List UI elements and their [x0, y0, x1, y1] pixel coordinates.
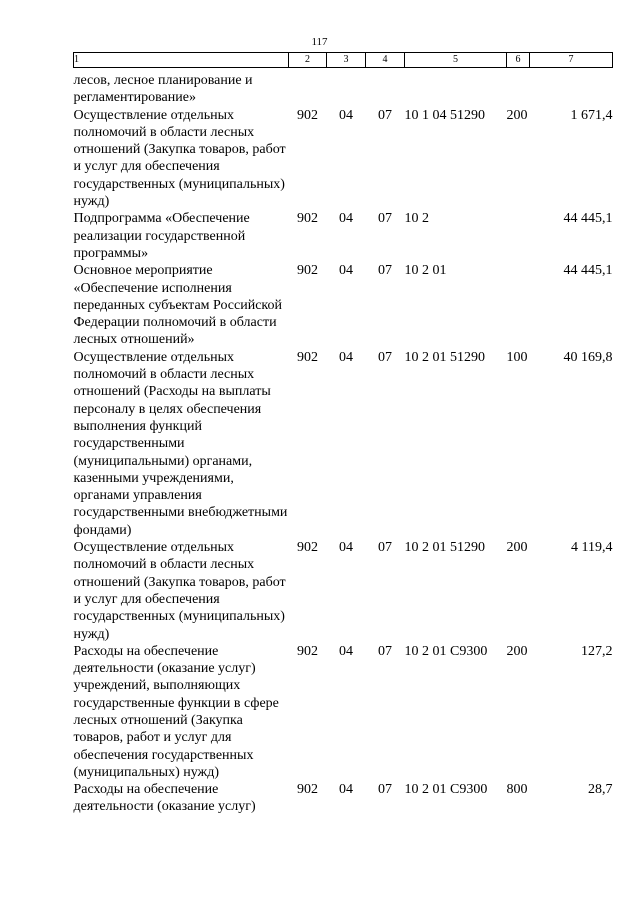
row-amount [530, 68, 613, 107]
row-name: Основное мероприятие «Обеспечение исполнения переданных субъектам Российской Федерации полномочий в области лесных отношений» [73, 263, 283, 348]
row-ministry-code: 902 [297, 540, 318, 556]
column-header-6: 6 [507, 53, 530, 68]
row-subsection-code: 07 [378, 349, 392, 365]
table-row [74, 68, 613, 107]
row-subsection-code: 07 [378, 782, 392, 798]
row-subsection-code: 07 [378, 107, 392, 123]
row-ministry-code: 902 [297, 349, 318, 365]
row-expense-type: 100 [506, 349, 528, 365]
table-header [74, 53, 613, 68]
column-header-2: 2 [289, 53, 327, 68]
row-subsection-code: 07 [378, 540, 392, 556]
row-ministry-code: 902 [297, 782, 318, 798]
row-expense-type [507, 68, 530, 107]
row-name: Осуществление отдельных полномочий в области лесных отношений (Расходы на выплаты персоналу в целях обеспечения выполнения функций государственными (муниципальными) органами, казенными учреждениями, органами управления государственными внебюджетными фондами) [73, 349, 288, 538]
row-ministry-code: 902 [297, 211, 318, 227]
row-name: Подпрограмма «Обеспечение реализации государственной программы» [73, 211, 250, 261]
row-target-article: 10 2 01 C9300 [404, 643, 488, 659]
row-amount: 44 445,1 [563, 263, 613, 279]
row-target-article: 10 2 [404, 211, 429, 227]
row-target-article: 10 2 01 51290 [404, 349, 485, 365]
table-row [74, 262, 613, 348]
row-ministry-code: 902 [297, 107, 318, 123]
table-body [74, 68, 613, 816]
row-amount: 127,2 [581, 643, 613, 659]
column-header-1: 1 [74, 53, 289, 68]
row-name: Осуществление отдельных полномочий в области лесных отношений (Закупка товаров, работ и услуг для обеспечения государственных (муниципальных) нужд) [73, 540, 286, 642]
row-ministry-code: 902 [297, 643, 318, 659]
row-ministry-code [289, 68, 327, 107]
row-section-code: 04 [339, 540, 353, 556]
row-amount: 28,7 [588, 782, 613, 798]
row-target-article: 10 1 04 51290 [404, 107, 485, 123]
row-section-code: 04 [339, 643, 353, 659]
table-row [74, 210, 613, 262]
row-amount: 40 169,8 [563, 349, 613, 365]
table-row [74, 643, 613, 781]
header-row [74, 53, 613, 68]
table-row [74, 349, 613, 539]
row-amount: 1 671,4 [570, 107, 613, 123]
row-expense-type: 200 [506, 643, 528, 659]
row-target-article: 10 2 01 51290 [404, 540, 485, 556]
row-subsection-code [366, 68, 405, 107]
row-section-code: 04 [339, 211, 353, 227]
row-subsection-code: 07 [378, 211, 392, 227]
row-expense-type: 200 [506, 107, 528, 123]
row-name: Расходы на обеспечение деятельности (оказание услуг) учреждений, выполняющих государственные функции в сфере лесных отношений (Закупка товаров, работ и услуг для обеспечения государственных (муниципальных) нужд) [73, 643, 279, 780]
row-section-code: 04 [339, 782, 353, 798]
row-subsection-code: 07 [378, 263, 392, 279]
column-header-5: 5 [405, 53, 507, 68]
row-expense-type [507, 210, 530, 262]
row-section-code: 04 [339, 107, 353, 123]
row-name: лесов, лесное планирование и регламентирование» [73, 73, 253, 106]
row-expense-type [507, 262, 530, 348]
row-subsection-code: 07 [378, 643, 392, 659]
page-number: 117 [311, 36, 328, 48]
row-amount: 44 445,1 [563, 211, 613, 227]
column-header-7: 7 [530, 53, 613, 68]
table-row [74, 107, 613, 211]
row-section-code: 04 [339, 349, 353, 365]
table-row [74, 539, 613, 643]
row-section-code: 04 [339, 263, 353, 279]
row-ministry-code: 902 [297, 263, 318, 279]
row-target-article: 10 2 01 C9300 [404, 782, 488, 798]
row-name: Расходы на обеспечение деятельности (оказание услуг) [73, 782, 256, 815]
row-target-article: 10 2 01 [404, 263, 447, 279]
row-section-code [327, 68, 366, 107]
row-amount: 4 119,4 [571, 540, 613, 556]
row-expense-type: 200 [506, 540, 528, 556]
row-target-article [405, 68, 507, 107]
column-header-4: 4 [366, 53, 405, 68]
budget-table [73, 52, 613, 816]
row-expense-type: 800 [506, 782, 528, 798]
table-row [74, 781, 613, 816]
row-name: Осуществление отдельных полномочий в области лесных отношений (Закупка товаров, работ и услуг для обеспечения государственных (муниципальных) нужд) [73, 107, 286, 210]
column-header-3: 3 [327, 53, 366, 68]
